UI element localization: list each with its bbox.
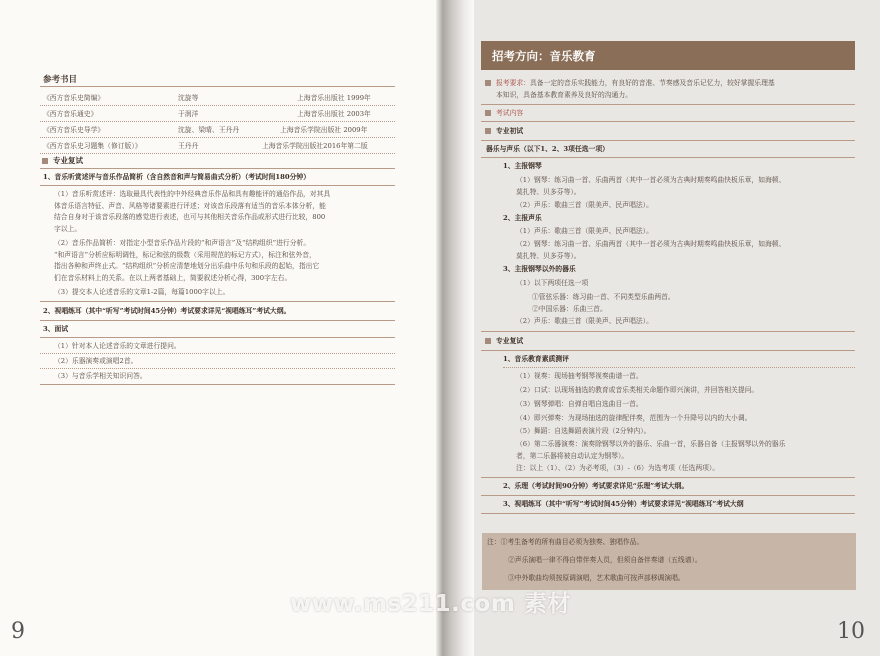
bib-author: 沈旋等 [178,94,199,102]
divider [40,185,395,186]
divider [481,140,855,141]
divider [481,104,855,105]
divider [481,477,855,478]
section-title: 专业复试 [53,156,83,165]
requirement-text: 具备一定的音乐实践能力，有良好的音准、节奏感及音乐记忆力，较好掌握乐理基 [529,79,775,87]
divider [481,495,855,496]
body-line: ①管弦乐器：练习曲一首、不同类型乐曲两首。 [532,293,675,301]
requirement-label: 报考要求： [496,79,530,87]
body-line: （1）声乐：歌曲三首（限美声、民声唱法）。 [516,227,653,235]
body-line: （3）与音乐学相关知识问答。 [54,372,147,380]
section-banner [481,41,855,70]
body-line: （1）针对本人论述音乐的文章进行提问。 [54,342,181,350]
watermark-text: www.ms211.com 素材 [290,591,571,617]
bib-publisher: 上海音乐出版社 2003年 [297,110,371,118]
banner-title: 招考方向：音乐教育 [492,49,596,63]
notes-box [482,533,856,590]
bib-publisher: 上海音乐学院出版社 2009年 [280,126,368,134]
bib-author: 沈旋、梁晴、王丹丹 [178,126,240,134]
ear-training-heading: 3、视唱练耳（其中“听写”考试时间45分钟）考试要求详见“视唱练耳”考试大纲 [503,500,744,508]
dotted-divider [40,368,395,369]
body-line: （2）乐器演奏或演唱2首。 [54,357,138,365]
body-line: 字以上。 [54,224,82,233]
divider [481,350,855,351]
body-line: （4）即兴弹奏：为现场抽选的旋律配伴奏，范围为一个升降号以内的大小调。 [516,414,752,422]
body-line: （1）音乐听赏述评：选取最具代表性的中外经典音乐作品和具有趣能评的通俗作品，对其具 [54,190,331,198]
requirement-line [485,78,775,90]
section-header-retest [42,155,83,167]
body-line: 莫扎特、贝多芬等）。 [516,251,581,260]
dotted-divider [40,353,395,354]
page-number: 9 [11,619,25,644]
bib-title: 《西方音乐史简编》 [43,94,105,102]
body-line: “和声语言”分析应标明调性，标记和弦的级数（采用规范的标记方式），标注和弦外音， [54,250,316,259]
body-line: （6）第二乐器演奏：演奏除钢琴以外的器乐、乐曲一首，乐器自备（主报钢琴以外的器乐 [516,440,786,448]
divider [40,86,395,87]
body-line: （1）视奏：现场抽考钢琴视奏曲谱一首。 [516,372,643,380]
bib-title: 《西方音乐史导学》 [43,126,105,134]
body-line: 注：以上（1）、（2）为必考项，（3）-（6）为选考项（任选两项）。 [516,464,720,472]
body-line: （3）提交本人论述音乐的文章1-2篇，每篇1000字以上。 [54,288,230,296]
exam-content-title: 考试内容 [496,109,524,117]
exam-content-header [485,108,523,120]
dotted-divider [40,137,395,138]
bib-publisher: 上海音乐学院出版社2016年第二版 [262,142,368,150]
bib-author: 于润洋 [178,110,199,118]
body-line: 莫扎特、贝多芬等）。 [516,187,581,196]
divider [40,320,395,321]
divider [481,513,855,514]
item3-heading: 3、面试 [43,325,69,333]
bib-author: 王丹丹 [178,142,199,150]
body-line: （2）声乐：歌曲三首（限美声、民声唱法）。 [516,201,653,209]
divider [40,301,395,302]
dotted-divider [40,121,395,122]
body-line: （2）声乐：歌曲三首（限美声、民声唱法）。 [516,317,653,325]
main-other-heading: 3、主报钢琴以外的器乐 [503,265,576,273]
body-line: （1）以下两项任选一项 [516,279,589,287]
square-bullet-icon [485,128,491,134]
body-line: 指出各种和声终止式。“结构组织”分析应清楚地划分出乐曲中乐句和乐段的起始，指出它 [54,262,320,270]
note-line: ③中外歌曲均须按原调演唱，艺术歌曲可按声部移调演唱。 [508,574,685,582]
body-line: （1）钢琴：练习曲一首、乐曲两首（其中一首必须为古典时期奏鸣曲快板乐章，如海顿、 [516,176,786,184]
item1-heading: 1、音乐听赏述评与音乐作品简析（含自然音和声与简易曲式分析）（考试时间180分钟） [43,173,311,181]
divider [40,337,395,338]
second-round-header [485,336,523,348]
page-number: 10 [837,619,865,644]
second-round-title: 专业复试 [496,337,524,345]
square-bullet-icon [485,338,491,344]
divider [40,168,395,169]
item2-heading: 2、视唱练耳（其中“听写”考试时间45分钟）考试要求详见“视唱练耳”考试大纲。 [43,307,291,315]
main-vocal-heading: 2、主报声乐 [503,214,542,222]
instrument-heading: 器乐与声乐（以下1、2、3项任选一项） [486,145,609,153]
divider [481,121,855,122]
first-round-title: 专业初试 [496,127,524,135]
dotted-divider [40,105,395,106]
note-line: 注：①考生备考的所有曲目必须为独奏、独唱作品。 [487,538,644,546]
note-line: ②声乐演唱一律不得自带伴奏人员，但须自备伴奏谱（五线谱）。 [508,556,702,564]
dotted-divider [503,367,855,368]
right-page [441,0,880,656]
body-line: 者，第二乐器将被自动认定为钢琴）。 [516,451,629,460]
body-line: 体音乐语言特征、声音、风格等诸要素进行评述；对该音乐段落有适当的音乐本体分析，能 [54,201,326,210]
dotted-divider [40,153,395,154]
body-line: （5）舞蹈：自选舞蹈表演片段（2分钟内）。 [516,427,651,435]
body-line: （2）音乐作品简析：对指定小型音乐作品片段的“和声语言”及“结构组织”进行分析。 [54,239,311,247]
divider [481,157,855,158]
body-line: （2）钢琴：练习曲一首、乐曲两首（其中一首必须为古典时期奏鸣曲快板乐章，如海顿、 [516,240,786,248]
body-line: （2）口试：以现场抽选的教育或音乐类相关命题作即兴演讲，并回答相关提问。 [516,386,759,394]
divider [40,384,395,385]
body-line: 结合自身对于该音乐段落的感觉进行表述，也可与其他相关音乐作品或形式进行比较，800 [54,213,326,221]
first-round-header [485,126,523,138]
body-line: （3）钢琴弹唱：自弹自唱自选曲目一首。 [516,400,643,408]
bib-publisher: 上海音乐出版社 1999年 [297,94,371,102]
body-line: 们在音乐材料上的关系。在以上两者基础上，简要叙述分析心得，300字左右。 [54,273,292,282]
bibliography-title: 参考书目 [43,75,78,85]
square-bullet-icon [485,80,491,86]
bib-title: 《西方音乐通史》 [43,110,98,118]
main-piano-heading: 1、主报钢琴 [503,162,542,170]
square-bullet-icon [485,110,491,116]
body-line: ②中国乐器：乐曲三首。 [532,305,607,313]
square-bullet-icon [42,158,48,164]
theory-heading: 2、乐理（考试时间90分钟）考试要求详见“乐理”考试大纲。 [503,482,689,490]
quality-heading: 1、音乐教育素质测评 [503,355,569,363]
bib-title: 《西方音乐史习题集（修订版）》 [43,142,142,150]
divider [481,331,855,332]
requirement-line-2: 本知识，具备基本教育素养及良好的沟通力。 [496,91,632,99]
